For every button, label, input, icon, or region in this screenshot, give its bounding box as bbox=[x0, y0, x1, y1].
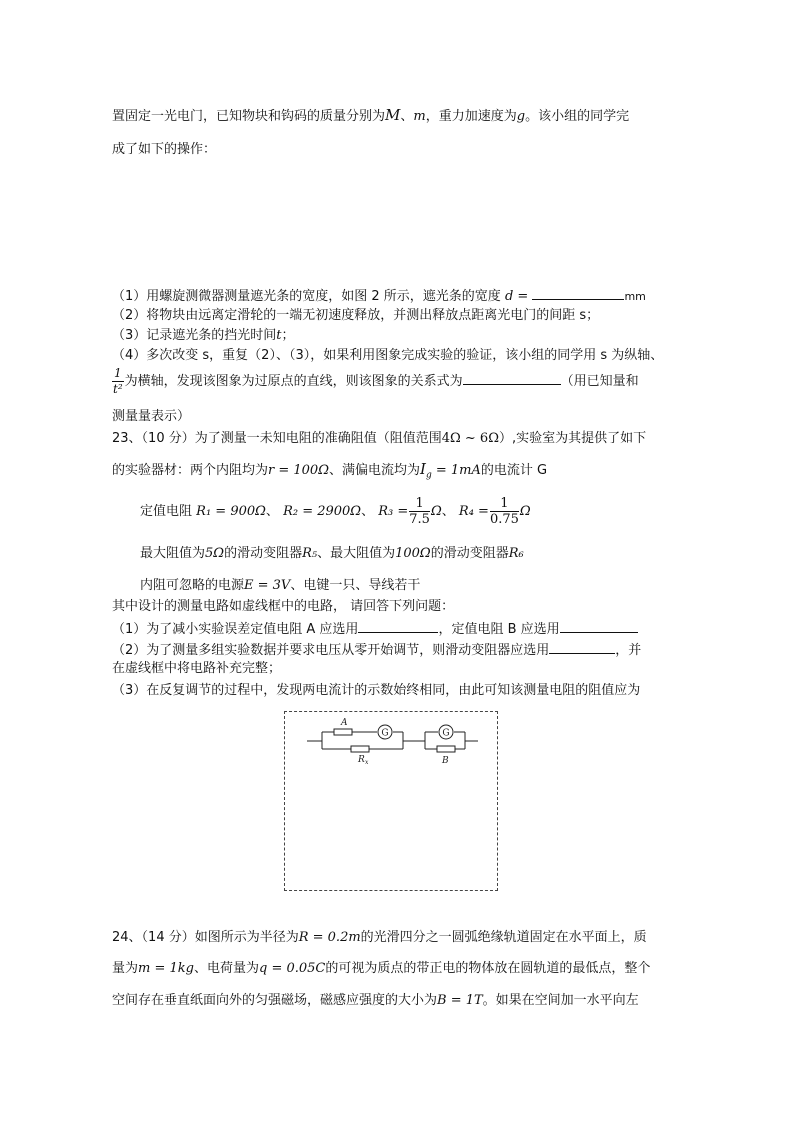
charge-value: q = 0.05C bbox=[259, 961, 326, 976]
rheo-v1: 5Ω bbox=[205, 546, 225, 561]
r5: R₅ bbox=[302, 546, 318, 561]
comma: 、 bbox=[265, 504, 279, 519]
frac-1-over-t2 bbox=[112, 366, 124, 397]
r4-label: R₄ = bbox=[458, 504, 489, 519]
r2-value: R₂ = 2900Ω bbox=[283, 504, 362, 519]
comma: 、 bbox=[441, 504, 455, 519]
q23-head-b: ）,实验室为其提供了如下 bbox=[498, 431, 647, 446]
rheo-d: 的滑动变阻器 bbox=[430, 546, 509, 561]
rheo-b: 的滑动变阻器 bbox=[224, 546, 303, 561]
label-rx-sub: x bbox=[365, 759, 369, 766]
resistor-rx bbox=[351, 746, 369, 752]
q24-line-1 bbox=[112, 929, 682, 947]
step-1-text: （1）用螺旋测微器测量遮光条的宽度，如图 2 所示，遮光条的宽度 bbox=[112, 289, 501, 304]
r6: R₆ bbox=[508, 546, 524, 561]
q23-line-2 bbox=[112, 460, 682, 485]
q23-l2-a: 的实验器材：两个内阻均为 bbox=[112, 463, 269, 478]
src-b: 、电键一只、导线若干 bbox=[290, 578, 421, 593]
answer-blank-relation[interactable] bbox=[463, 371, 561, 385]
fixed-label: 定值电阻 bbox=[140, 504, 193, 519]
var-m: m bbox=[413, 109, 426, 124]
var-t: t bbox=[276, 328, 282, 343]
frac-num: 1 bbox=[114, 366, 122, 380]
power-source bbox=[140, 577, 680, 595]
q23-part-3: （3）在反复调节的过程中，发现两电流计的示数始终相同，由此可知该测量电阻的阻值应为 bbox=[112, 683, 641, 698]
q24-line-3 bbox=[112, 992, 682, 1010]
label-a: A bbox=[341, 718, 348, 728]
answer-blank-a[interactable] bbox=[358, 619, 438, 633]
q24-l2-c: 的可视为质点的带正电的物体放在圆轨道的最低点，整个 bbox=[325, 961, 651, 976]
r3-label: R₃ = bbox=[378, 504, 409, 519]
r-value: r = 100Ω bbox=[268, 463, 329, 478]
step-3-text: （3）记录遮光条的挡光时间 bbox=[112, 328, 277, 343]
var-I: I bbox=[420, 460, 426, 478]
r4-frac bbox=[490, 496, 519, 527]
step-4-end: 测量量表示） bbox=[112, 409, 191, 424]
q23-part-1 bbox=[112, 619, 682, 639]
resistor-b bbox=[437, 746, 455, 752]
src-v: E = 3V bbox=[244, 578, 291, 593]
ohm: Ω bbox=[430, 504, 442, 519]
q24-l2-b: 、电荷量为 bbox=[193, 961, 259, 976]
rheostats bbox=[140, 545, 680, 563]
p1-b: ，定值电阻 B 应选用 bbox=[438, 622, 560, 637]
circuit-diagram bbox=[285, 712, 497, 890]
q23-l2-b: 、满偏电流均为 bbox=[328, 463, 420, 478]
var-g: g bbox=[516, 109, 526, 124]
q23-part-2 bbox=[112, 640, 682, 660]
q23-l2-c: 的电流计 G bbox=[480, 463, 548, 478]
var-d: d = bbox=[504, 289, 529, 304]
r3-den: 7.5 bbox=[409, 512, 430, 527]
q23-intro: 其中设计的测量电路如虚线框中的电路， 请回答下列问题： bbox=[112, 599, 455, 614]
r4-den: 0.75 bbox=[489, 512, 519, 527]
p1-a: （1）为了减小实验误差定值电阻 A 应选用 bbox=[112, 622, 359, 637]
fixed-resistors bbox=[140, 494, 680, 530]
comma: 、 bbox=[361, 504, 375, 519]
r1-value: R₁ = 900Ω bbox=[196, 504, 266, 519]
label-rx: R bbox=[358, 755, 365, 765]
step-1 bbox=[112, 286, 682, 306]
r4-num: 1 bbox=[490, 496, 519, 512]
r3-num: 1 bbox=[409, 496, 430, 512]
resistor-a bbox=[334, 729, 352, 735]
intro-text-c: 。该小组的同学完 bbox=[525, 109, 630, 124]
frac-den: t² bbox=[113, 382, 123, 396]
resistance-range: 4Ω ~ 6Ω bbox=[441, 431, 499, 446]
q24-l3-b: 。如果在空间加一水平向左 bbox=[482, 993, 639, 1008]
intro-text-a: 置固定一光电门，已知物块和钩码的质量分别为 bbox=[112, 109, 386, 124]
q24-l1-a: 24、（14 分）如图所示为半径为 bbox=[112, 930, 299, 945]
q24-l3-a: 空间存在垂直纸面向外的匀强磁场，磁感应强度的大小为 bbox=[112, 993, 438, 1008]
q23-part-2-cont: 在虚线框中将电路补充完整； bbox=[112, 661, 282, 676]
field-value: B = 1T bbox=[437, 993, 483, 1008]
var-I-sub: g bbox=[425, 470, 432, 481]
rheo-c: 、最大阻值为 bbox=[317, 546, 396, 561]
q24-line-2 bbox=[112, 960, 682, 978]
q23-heading bbox=[112, 430, 682, 448]
step-3 bbox=[112, 327, 682, 345]
step-4-cont bbox=[112, 366, 682, 400]
circuit-dashed-box[interactable] bbox=[284, 711, 498, 891]
q24-l2-a: 量为 bbox=[112, 961, 139, 976]
step-4-text-b: 为横轴，发现该图象为过原点的直线，则该图象的关系式为 bbox=[124, 374, 463, 389]
p2-b: ，并 bbox=[615, 643, 642, 658]
q23-head-a: 23、（10 分）为了测量一未知电阻的准确阻值（阻值范围 bbox=[112, 431, 442, 446]
intro-line-2: 成了如下的操作： bbox=[112, 142, 217, 157]
step-2: （2）将物块由远离定滑轮的一端无初速度释放，并测出释放点距离光电门的间距 s； bbox=[112, 308, 600, 323]
unit-mm: mm bbox=[624, 290, 646, 303]
p2-a: （2）为了测量多组实验数据并要求电压从零开始调节，则滑动变阻器应选用 bbox=[112, 643, 550, 658]
label-b: B bbox=[442, 756, 449, 766]
answer-blank-b[interactable] bbox=[560, 619, 638, 633]
r3-frac bbox=[409, 496, 430, 527]
answer-blank-rheostat[interactable] bbox=[549, 640, 615, 654]
step-4: （4）多次改变 s，重复（2）、（3），如果利用图象完成实验的验证，该小组的同学用 s 为纵轴、 bbox=[112, 348, 664, 363]
galvo-2-label: G bbox=[442, 728, 450, 739]
q24-l1-b: 的光滑四分之一圆弧绝缘轨道固定在水平面上，质 bbox=[360, 930, 647, 945]
ig-value: = 1mA bbox=[431, 463, 481, 478]
rheo-v2: 100Ω bbox=[395, 546, 431, 561]
intro-line-1 bbox=[112, 106, 682, 126]
src-a: 内阻可忽略的电源 bbox=[140, 578, 245, 593]
rheo-a: 最大阻值为 bbox=[140, 546, 206, 561]
mass-value: m = 1kg bbox=[138, 961, 194, 976]
intro-text-b: ，重力加速度为 bbox=[425, 109, 517, 124]
galvo-1-label: G bbox=[381, 728, 389, 739]
answer-blank-d[interactable] bbox=[532, 286, 624, 300]
radius-value: R = 0.2m bbox=[298, 930, 361, 945]
step-3-end: ； bbox=[281, 328, 295, 343]
step-4-text-c: （用已知量和 bbox=[560, 374, 639, 389]
ohm: Ω bbox=[519, 504, 531, 519]
var-M: M bbox=[385, 106, 401, 124]
separator: 、 bbox=[400, 109, 414, 124]
